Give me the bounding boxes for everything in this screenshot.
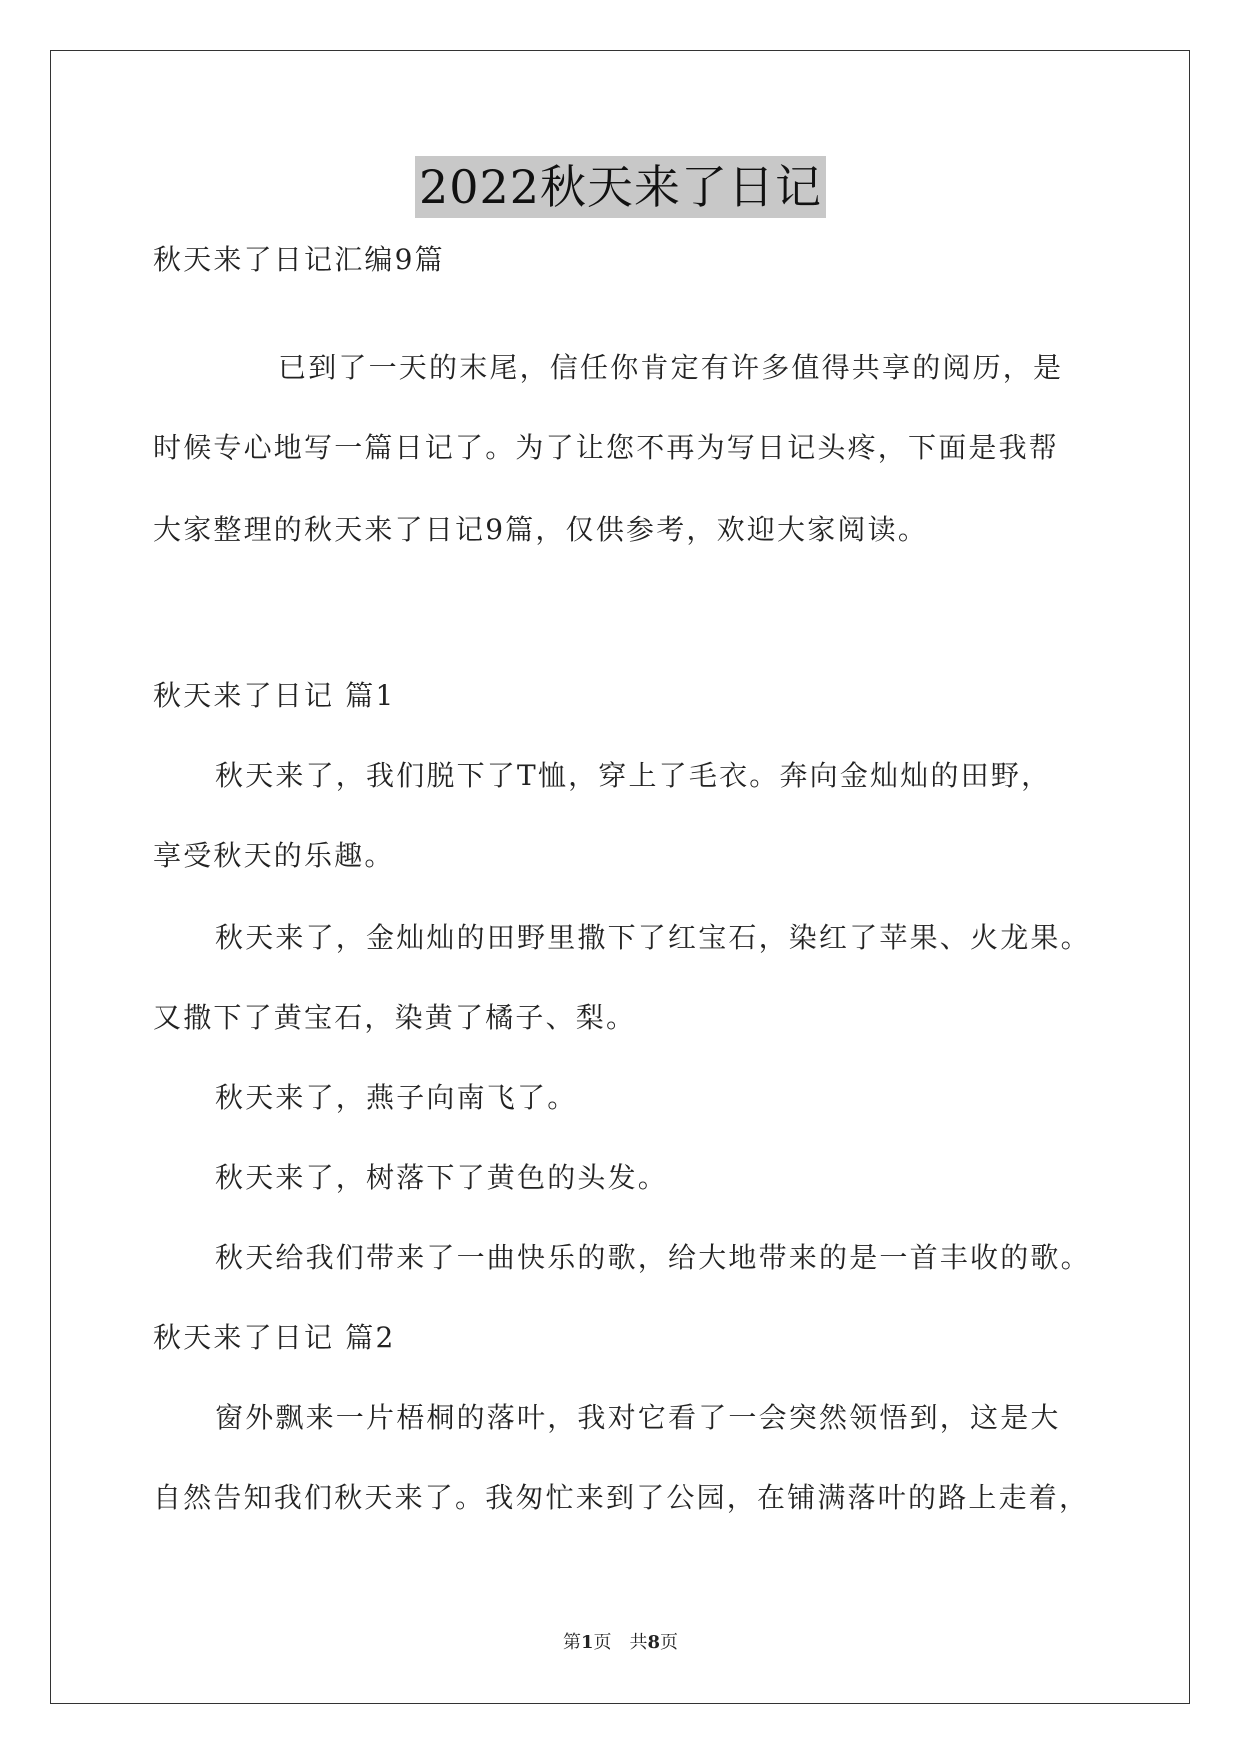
section-heading: 秋天来了日记 篇1 bbox=[153, 679, 396, 712]
section-heading: 秋天来了日记 篇2 bbox=[153, 1321, 396, 1354]
paragraph-line: 已到了一天的末尾，信任你肯定有许多值得共享的阅历，是 bbox=[278, 351, 1064, 384]
paragraph-line: 窗外飘来一片梧桐的落叶，我对它看了一会突然领悟到，这是大 bbox=[215, 1401, 1061, 1434]
total-pages-number: 8 bbox=[647, 1632, 661, 1653]
document-title: 2022秋天来了日记 bbox=[415, 156, 826, 218]
paragraph-line: 秋天来了，我们脱下了T恤，穿上了毛衣。奔向金灿灿的田野， bbox=[215, 759, 1052, 792]
footer-prefix: 第 bbox=[562, 1632, 581, 1653]
footer-mid: 页 共 bbox=[593, 1632, 648, 1653]
paragraph-line: 秋天给我们带来了一曲快乐的歌，给大地带来的是一首丰收的歌。 bbox=[215, 1241, 1091, 1274]
paragraph-line: 秋天来了，燕子向南飞了。 bbox=[215, 1081, 578, 1114]
paragraph-line: 大家整理的秋天来了日记9篇，仅供参考，欢迎大家阅读。 bbox=[153, 513, 929, 546]
paragraph-line: 秋天来了，树落下了黄色的头发。 bbox=[215, 1161, 669, 1194]
paragraph-line: 秋天来了，金灿灿的田野里撒下了红宝石，染红了苹果、火龙果。 bbox=[215, 921, 1091, 954]
page-border bbox=[50, 50, 1190, 1704]
paragraph-line: 享受秋天的乐趣。 bbox=[153, 839, 395, 872]
page-footer bbox=[0, 1628, 1241, 1654]
title-block bbox=[0, 156, 1241, 218]
footer-suffix: 页 bbox=[660, 1632, 679, 1653]
current-page-number: 1 bbox=[580, 1632, 594, 1653]
paragraph-line: 又撒下了黄宝石，染黄了橘子、梨。 bbox=[153, 1001, 637, 1034]
paragraph-line: 时候专心地写一篇日记了。为了让您不再为写日记头疼，下面是我帮 bbox=[153, 431, 1060, 464]
paragraph-line: 自然告知我们秋天来了。我匆忙来到了公园，在铺满落叶的路上走着， bbox=[153, 1481, 1090, 1514]
subtitle-line: 秋天来了日记汇编9篇 bbox=[153, 243, 445, 276]
